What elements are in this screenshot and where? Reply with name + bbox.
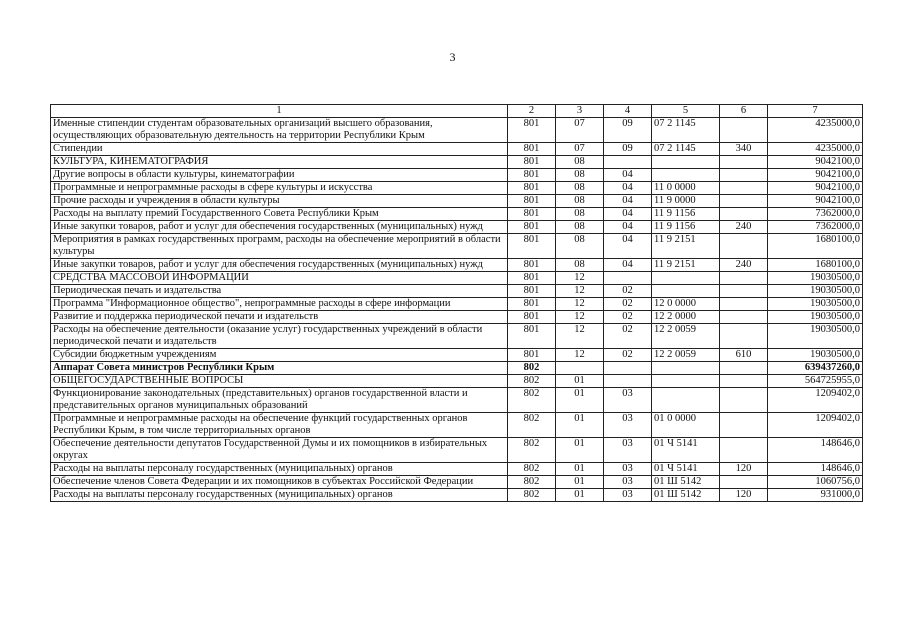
row-target-article-cell: 11 9 2151 <box>652 259 720 272</box>
row-target-article-cell <box>652 169 720 182</box>
column-header: 1 <box>51 105 508 118</box>
row-section-cell: 01 <box>556 463 604 476</box>
row-grbs-cell: 801 <box>508 143 556 156</box>
row-amount-cell: 1209402,0 <box>768 413 863 438</box>
row-subsection-cell: 04 <box>604 259 652 272</box>
row-subsection-cell: 03 <box>604 463 652 476</box>
row-target-article-cell: 01 Ч 5141 <box>652 463 720 476</box>
row-amount-cell: 1209402,0 <box>768 388 863 413</box>
row-section-cell: 08 <box>556 195 604 208</box>
row-amount-cell: 7362000,0 <box>768 208 863 221</box>
row-amount-cell: 148646,0 <box>768 463 863 476</box>
row-section-cell: 08 <box>556 221 604 234</box>
row-target-article-cell: 11 9 0000 <box>652 195 720 208</box>
table-row <box>51 476 863 489</box>
row-subsection-cell: 02 <box>604 285 652 298</box>
row-subsection-cell: 04 <box>604 182 652 195</box>
row-subsection-cell: 03 <box>604 413 652 438</box>
row-name-cell: Иные закупки товаров, работ и услуг для обеспечения государственных (муниципальных) нужд <box>51 259 508 272</box>
row-expense-type-cell <box>720 362 768 375</box>
table-row <box>51 285 863 298</box>
table-row <box>51 208 863 221</box>
table-row <box>51 118 863 143</box>
row-section-cell: 01 <box>556 438 604 463</box>
row-target-article-cell: 12 2 0059 <box>652 349 720 362</box>
row-expense-type-cell <box>720 298 768 311</box>
row-target-article-cell: 11 9 1156 <box>652 221 720 234</box>
row-grbs-cell: 801 <box>508 234 556 259</box>
row-grbs-cell: 802 <box>508 489 556 502</box>
table-row <box>51 272 863 285</box>
row-target-article-cell <box>652 156 720 169</box>
row-expense-type-cell <box>720 182 768 195</box>
row-grbs-cell: 801 <box>508 195 556 208</box>
table-row <box>51 298 863 311</box>
row-expense-type-cell <box>720 311 768 324</box>
row-grbs-cell: 801 <box>508 221 556 234</box>
row-target-article-cell: 12 2 0059 <box>652 324 720 349</box>
row-subsection-cell: 02 <box>604 349 652 362</box>
row-subsection-cell <box>604 156 652 169</box>
row-expense-type-cell <box>720 156 768 169</box>
row-section-cell: 12 <box>556 285 604 298</box>
row-section-cell: 01 <box>556 476 604 489</box>
row-amount-cell: 9042100,0 <box>768 182 863 195</box>
row-amount-cell: 9042100,0 <box>768 195 863 208</box>
table-row <box>51 388 863 413</box>
table-row <box>51 463 863 476</box>
page-number: 3 <box>449 50 456 64</box>
row-section-cell: 12 <box>556 349 604 362</box>
row-section-cell: 12 <box>556 272 604 285</box>
row-expense-type-cell <box>720 234 768 259</box>
row-grbs-cell: 802 <box>508 438 556 463</box>
row-name-cell: Расходы на выплаты персоналу государственных (муниципальных) органов <box>51 463 508 476</box>
row-subsection-cell: 04 <box>604 195 652 208</box>
row-amount-cell: 639437260,0 <box>768 362 863 375</box>
row-amount-cell: 1060756,0 <box>768 476 863 489</box>
row-grbs-cell: 801 <box>508 156 556 169</box>
row-name-cell: Расходы на выплаты персоналу государственных (муниципальных) органов <box>51 489 508 502</box>
row-section-cell: 07 <box>556 143 604 156</box>
row-amount-cell: 4235000,0 <box>768 143 863 156</box>
row-amount-cell: 19030500,0 <box>768 298 863 311</box>
row-grbs-cell: 801 <box>508 118 556 143</box>
row-name-cell: Развитие и поддержка периодической печати и издательств <box>51 311 508 324</box>
row-subsection-cell <box>604 375 652 388</box>
row-amount-cell: 1680100,0 <box>768 259 863 272</box>
row-grbs-cell: 802 <box>508 463 556 476</box>
row-name-cell: Программные и непрограммные расходы на обеспечение функций государственных органов Республики Крым, в том числе территориальных органов <box>51 413 508 438</box>
row-subsection-cell: 04 <box>604 169 652 182</box>
row-expense-type-cell <box>720 195 768 208</box>
row-grbs-cell: 801 <box>508 311 556 324</box>
row-name-cell: Функционирование законодательных (представительных) органов государственной власти и представительных органов муниципальных образований <box>51 388 508 413</box>
column-header: 4 <box>604 105 652 118</box>
row-name-cell: Аппарат Совета министров Республики Крым <box>51 362 508 375</box>
row-section-cell: 08 <box>556 169 604 182</box>
table-row <box>51 182 863 195</box>
row-expense-type-cell: 120 <box>720 463 768 476</box>
table-row <box>51 195 863 208</box>
row-section-cell: 01 <box>556 413 604 438</box>
column-header: 7 <box>768 105 863 118</box>
table-row <box>51 362 863 375</box>
row-target-article-cell: 11 9 1156 <box>652 208 720 221</box>
row-name-cell: Именные стипендии студентам образовательных организаций высшего образования, осуществляющих образовательную деятельность на территории Республики Крым <box>51 118 508 143</box>
row-grbs-cell: 801 <box>508 324 556 349</box>
row-target-article-cell <box>652 285 720 298</box>
row-section-cell: 01 <box>556 375 604 388</box>
table-row <box>51 375 863 388</box>
row-name-cell: Мероприятия в рамках государственных программ, расходы на обеспечение мероприятий в области культуры <box>51 234 508 259</box>
row-grbs-cell: 802 <box>508 388 556 413</box>
row-subsection-cell: 03 <box>604 489 652 502</box>
table-row <box>51 234 863 259</box>
row-grbs-cell: 801 <box>508 272 556 285</box>
row-target-article-cell: 01 Ч 5141 <box>652 438 720 463</box>
row-name-cell: Расходы на выплату премий Государственного Совета Республики Крым <box>51 208 508 221</box>
row-amount-cell: 148646,0 <box>768 438 863 463</box>
row-expense-type-cell <box>720 169 768 182</box>
row-expense-type-cell <box>720 375 768 388</box>
row-subsection-cell: 02 <box>604 311 652 324</box>
row-expense-type-cell <box>720 476 768 489</box>
row-subsection-cell <box>604 362 652 375</box>
row-target-article-cell: 01 Ш 5142 <box>652 489 720 502</box>
row-section-cell <box>556 362 604 375</box>
row-target-article-cell: 07 2 1145 <box>652 143 720 156</box>
row-amount-cell: 564725955,0 <box>768 375 863 388</box>
row-section-cell: 12 <box>556 324 604 349</box>
row-amount-cell: 931000,0 <box>768 489 863 502</box>
row-target-article-cell: 12 2 0000 <box>652 311 720 324</box>
row-expense-type-cell <box>720 272 768 285</box>
row-subsection-cell: 09 <box>604 118 652 143</box>
table-row <box>51 143 863 156</box>
row-name-cell: Обеспечение деятельности депутатов Государственной Думы и их помощников в избирательных округах <box>51 438 508 463</box>
row-amount-cell: 7362000,0 <box>768 221 863 234</box>
row-section-cell: 08 <box>556 259 604 272</box>
row-subsection-cell: 03 <box>604 388 652 413</box>
row-target-article-cell: 11 9 2151 <box>652 234 720 259</box>
row-section-cell: 08 <box>556 208 604 221</box>
table-row <box>51 413 863 438</box>
table-row <box>51 438 863 463</box>
row-target-article-cell: 01 0 0000 <box>652 413 720 438</box>
row-grbs-cell: 801 <box>508 182 556 195</box>
row-grbs-cell: 801 <box>508 298 556 311</box>
row-name-cell: Прочие расходы и учреждения в области культуры <box>51 195 508 208</box>
row-name-cell: КУЛЬТУРА, КИНЕМАТОГРАФИЯ <box>51 156 508 169</box>
row-target-article-cell <box>652 388 720 413</box>
row-grbs-cell: 802 <box>508 362 556 375</box>
row-subsection-cell: 02 <box>604 298 652 311</box>
row-expense-type-cell <box>720 285 768 298</box>
row-target-article-cell: 12 0 0000 <box>652 298 720 311</box>
row-grbs-cell: 802 <box>508 375 556 388</box>
row-name-cell: СРЕДСТВА МАССОВОЙ ИНФОРМАЦИИ <box>51 272 508 285</box>
column-header: 3 <box>556 105 604 118</box>
column-header: 6 <box>720 105 768 118</box>
row-name-cell: Иные закупки товаров, работ и услуг для обеспечения государственных (муниципальных) нужд <box>51 221 508 234</box>
row-section-cell: 08 <box>556 234 604 259</box>
table-row <box>51 156 863 169</box>
row-expense-type-cell: 240 <box>720 221 768 234</box>
row-name-cell: Периодическая печать и издательства <box>51 285 508 298</box>
row-amount-cell: 19030500,0 <box>768 324 863 349</box>
row-amount-cell: 9042100,0 <box>768 169 863 182</box>
row-grbs-cell: 801 <box>508 259 556 272</box>
row-name-cell: Другие вопросы в области культуры, кинематографии <box>51 169 508 182</box>
table-row <box>51 259 863 272</box>
row-target-article-cell <box>652 362 720 375</box>
row-section-cell: 07 <box>556 118 604 143</box>
table-row <box>51 489 863 502</box>
row-section-cell: 01 <box>556 388 604 413</box>
table-row <box>51 169 863 182</box>
row-expense-type-cell <box>720 324 768 349</box>
row-amount-cell: 9042100,0 <box>768 156 863 169</box>
row-grbs-cell: 801 <box>508 349 556 362</box>
column-header: 2 <box>508 105 556 118</box>
row-subsection-cell <box>604 272 652 285</box>
row-grbs-cell: 801 <box>508 285 556 298</box>
row-subsection-cell: 03 <box>604 438 652 463</box>
row-name-cell: Расходы на обеспечение деятельности (оказание услуг) государственных учреждений в области периодической печати и издательств <box>51 324 508 349</box>
table-row <box>51 349 863 362</box>
row-section-cell: 08 <box>556 156 604 169</box>
row-grbs-cell: 802 <box>508 413 556 438</box>
row-target-article-cell: 07 2 1145 <box>652 118 720 143</box>
row-grbs-cell: 802 <box>508 476 556 489</box>
row-amount-cell: 1680100,0 <box>768 234 863 259</box>
row-target-article-cell <box>652 375 720 388</box>
row-expense-type-cell: 120 <box>720 489 768 502</box>
table-row <box>51 311 863 324</box>
row-name-cell: Обеспечение членов Совета Федерации и их помощников в субъектах Российской Федерации <box>51 476 508 489</box>
row-section-cell: 08 <box>556 182 604 195</box>
row-section-cell: 12 <box>556 311 604 324</box>
row-amount-cell: 4235000,0 <box>768 118 863 143</box>
row-subsection-cell: 02 <box>604 324 652 349</box>
table-header-row <box>51 105 863 118</box>
row-target-article-cell <box>652 272 720 285</box>
row-expense-type-cell: 240 <box>720 259 768 272</box>
row-name-cell: Субсидии бюджетным учреждениям <box>51 349 508 362</box>
row-section-cell: 01 <box>556 489 604 502</box>
row-amount-cell: 19030500,0 <box>768 349 863 362</box>
row-expense-type-cell <box>720 388 768 413</box>
row-expense-type-cell <box>720 438 768 463</box>
row-expense-type-cell <box>720 118 768 143</box>
row-subsection-cell: 04 <box>604 234 652 259</box>
row-expense-type-cell: 610 <box>720 349 768 362</box>
row-expense-type-cell: 340 <box>720 143 768 156</box>
column-header: 5 <box>652 105 720 118</box>
row-name-cell: Программные и непрограммные расходы в сфере культуры и искусства <box>51 182 508 195</box>
row-subsection-cell: 03 <box>604 476 652 489</box>
row-section-cell: 12 <box>556 298 604 311</box>
row-name-cell: ОБЩЕГОСУДАРСТВЕННЫЕ ВОПРОСЫ <box>51 375 508 388</box>
row-subsection-cell: 09 <box>604 143 652 156</box>
row-target-article-cell: 01 Ш 5142 <box>652 476 720 489</box>
row-expense-type-cell <box>720 208 768 221</box>
row-amount-cell: 19030500,0 <box>768 272 863 285</box>
table-row <box>51 221 863 234</box>
row-name-cell: Программа "Информационное общество", непрограммные расходы в сфере информации <box>51 298 508 311</box>
table-row <box>51 324 863 349</box>
budget-table <box>50 104 863 502</box>
row-amount-cell: 19030500,0 <box>768 285 863 298</box>
row-subsection-cell: 04 <box>604 208 652 221</box>
row-grbs-cell: 801 <box>508 169 556 182</box>
row-target-article-cell: 11 0 0000 <box>652 182 720 195</box>
row-expense-type-cell <box>720 413 768 438</box>
row-amount-cell: 19030500,0 <box>768 311 863 324</box>
row-grbs-cell: 801 <box>508 208 556 221</box>
row-name-cell: Стипендии <box>51 143 508 156</box>
row-subsection-cell: 04 <box>604 221 652 234</box>
